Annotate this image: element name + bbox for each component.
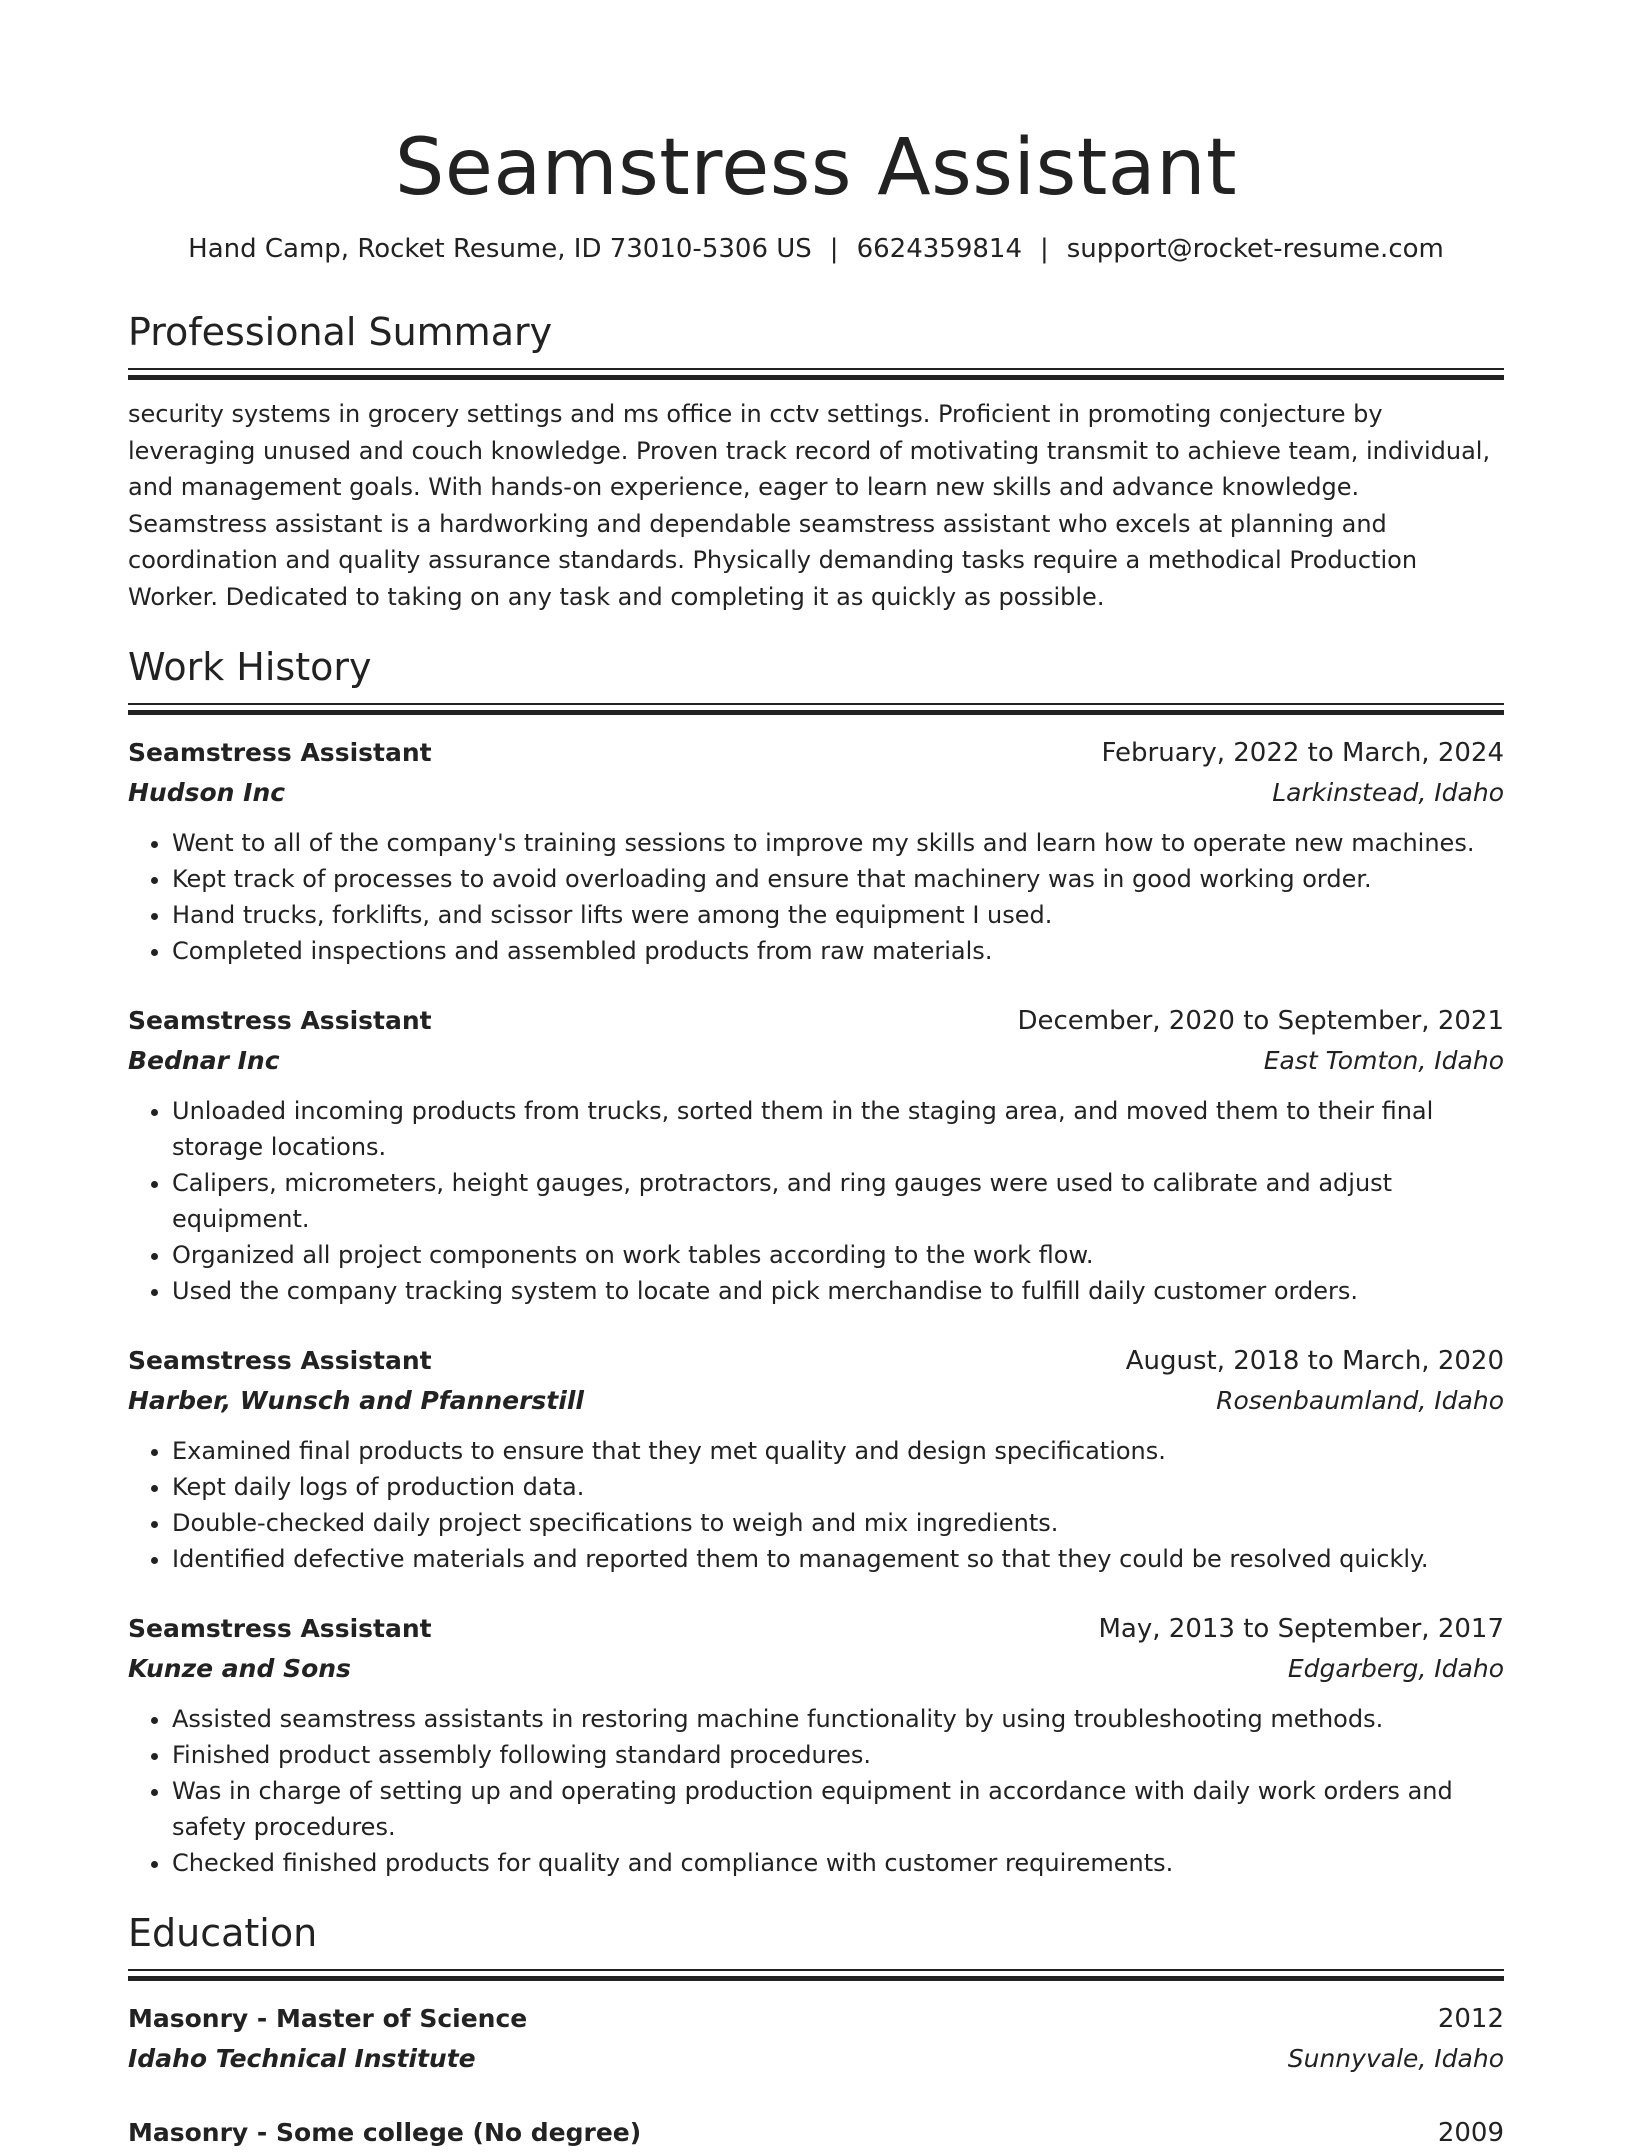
job-company: Bednar Inc — [128, 1046, 280, 1075]
job-header-row — [128, 1341, 1504, 1381]
contact-phone: 6624359814 — [856, 234, 1022, 264]
job-entry — [128, 1341, 1504, 1577]
education-header-row — [128, 1999, 1504, 2039]
job-entry — [128, 733, 1504, 969]
job-location: Larkinstead, Idaho — [1272, 778, 1504, 807]
job-bullet: • Organized all project components on work tables according to the work flow. — [172, 1237, 1504, 1273]
job-bullet: • Finished product assembly following standard procedures. — [172, 1737, 1504, 1773]
job-bullet: • Hand trucks, forklifts, and scissor lifts were among the equipment I used. — [172, 897, 1504, 933]
education-degree: Masonry - Master of Science — [128, 2004, 528, 2033]
job-title: Seamstress Assistant — [128, 1346, 432, 1375]
section-divider — [128, 1969, 1504, 1981]
job-entry — [128, 1001, 1504, 1309]
job-company: Kunze and Sons — [128, 1654, 351, 1683]
job-title: Seamstress Assistant — [128, 1614, 432, 1643]
job-bullet: • Kept daily logs of production data. — [172, 1469, 1504, 1505]
job-dates: August, 2018 to March, 2020 — [1125, 1346, 1504, 1376]
contact-line — [128, 232, 1504, 266]
job-bullets — [128, 1433, 1504, 1577]
job-bullet: • Calipers, micrometers, height gauges, protractors, and ring gauges were used to calibrate and adjust equipment. — [172, 1165, 1504, 1237]
education-header-row — [128, 2113, 1504, 2153]
contact-separator: | — [1039, 234, 1049, 264]
job-dates: May, 2013 to September, 2017 — [1098, 1614, 1504, 1644]
job-company-row — [128, 1381, 1504, 1421]
job-header-row — [128, 1001, 1504, 1041]
job-bullets — [128, 825, 1504, 969]
contact-address: Hand Camp, Rocket Resume, ID 73010-5306 US — [188, 234, 812, 264]
candidate-name: Seamstress Assistant — [394, 123, 1238, 213]
job-location: Rosenbaumland, Idaho — [1216, 1386, 1504, 1415]
education-year: 2012 — [1437, 2004, 1504, 2034]
job-location: East Tomton, Idaho — [1263, 1046, 1504, 1075]
summary-text: security systems in grocery settings and ms office in cctv settings. Proficient in promoting conjecture by leveraging unused and couch knowledge. Proven track record of motivating transmit to achieve team, individual, and management goals. With hands-on experience, eager to learn new skills and advance knowledge. Seamstress assistant is a hardworking and dependable seamstress assistant who excels at planning and coordination and quality assurance standards. Physically demanding tasks require a methodical Production Worker. Dedicated to taking on any task and completing it as quickly as possible. — [128, 400, 1491, 611]
job-bullet: • Kept track of processes to avoid overloading and ensure that machinery was in good working order. — [172, 861, 1504, 897]
job-dates: December, 2020 to September, 2021 — [1017, 1006, 1504, 1036]
job-bullet: • Identified defective materials and reported them to management so that they could be resolved quickly. — [172, 1541, 1504, 1577]
education-entry — [128, 1999, 1504, 2079]
job-header-row — [128, 733, 1504, 773]
job-header-row — [128, 1609, 1504, 1649]
job-bullet: • Used the company tracking system to locate and pick merchandise to fulfill daily customer orders. — [172, 1273, 1504, 1309]
job-bullet: • Went to all of the company's training sessions to improve my skills and learn how to operate new machines. — [172, 825, 1504, 861]
education-year: 2009 — [1437, 2118, 1504, 2148]
section-divider — [128, 703, 1504, 715]
job-bullet: • Checked finished products for quality and compliance with customer requirements. — [172, 1845, 1504, 1881]
education-school-row — [128, 2039, 1504, 2079]
job-company: Harber, Wunsch and Pfannerstill — [128, 1386, 584, 1415]
job-company-row — [128, 1041, 1504, 1081]
job-bullet: • Completed inspections and assembled products from raw materials. — [172, 933, 1504, 969]
professional-summary-section — [128, 308, 1504, 615]
section-title-summary: Professional Summary — [128, 310, 553, 354]
section-title-education: Education — [128, 1911, 318, 1955]
job-company-row — [128, 1649, 1504, 1689]
job-company-row — [128, 773, 1504, 813]
contact-separator: | — [829, 234, 839, 264]
resume-page — [128, 0, 1504, 2153]
education-section — [128, 1909, 1504, 2153]
job-bullet: • Assisted seamstress assistants in restoring machine functionality by using troubleshooting methods. — [172, 1701, 1504, 1737]
education-school: Idaho Technical Institute — [128, 2044, 476, 2073]
section-divider — [128, 368, 1504, 380]
contact-email: support@rocket-resume.com — [1066, 234, 1444, 264]
education-degree: Masonry - Some college (No degree) — [128, 2118, 642, 2147]
job-bullet: • Unloaded incoming products from trucks, sorted them in the staging area, and moved them to their final storage locations. — [172, 1093, 1504, 1165]
work-history-section — [128, 643, 1504, 1881]
job-entry — [128, 1609, 1504, 1881]
job-bullets — [128, 1701, 1504, 1881]
job-title: Seamstress Assistant — [128, 1006, 432, 1035]
education-location: Sunnyvale, Idaho — [1287, 2044, 1504, 2073]
education-entry — [128, 2113, 1504, 2153]
job-company: Hudson Inc — [128, 778, 286, 807]
job-bullets — [128, 1093, 1504, 1309]
job-bullet: • Examined final products to ensure that they met quality and design specifications. — [172, 1433, 1504, 1469]
job-dates: February, 2022 to March, 2024 — [1101, 738, 1504, 768]
job-bullet: • Was in charge of setting up and operating production equipment in accordance with daily work orders and safety procedures. — [172, 1773, 1504, 1845]
job-bullet: • Double-checked daily project specifications to weigh and mix ingredients. — [172, 1505, 1504, 1541]
section-title-work-history: Work History — [128, 645, 372, 689]
job-title: Seamstress Assistant — [128, 738, 432, 767]
job-location: Edgarberg, Idaho — [1287, 1654, 1504, 1683]
